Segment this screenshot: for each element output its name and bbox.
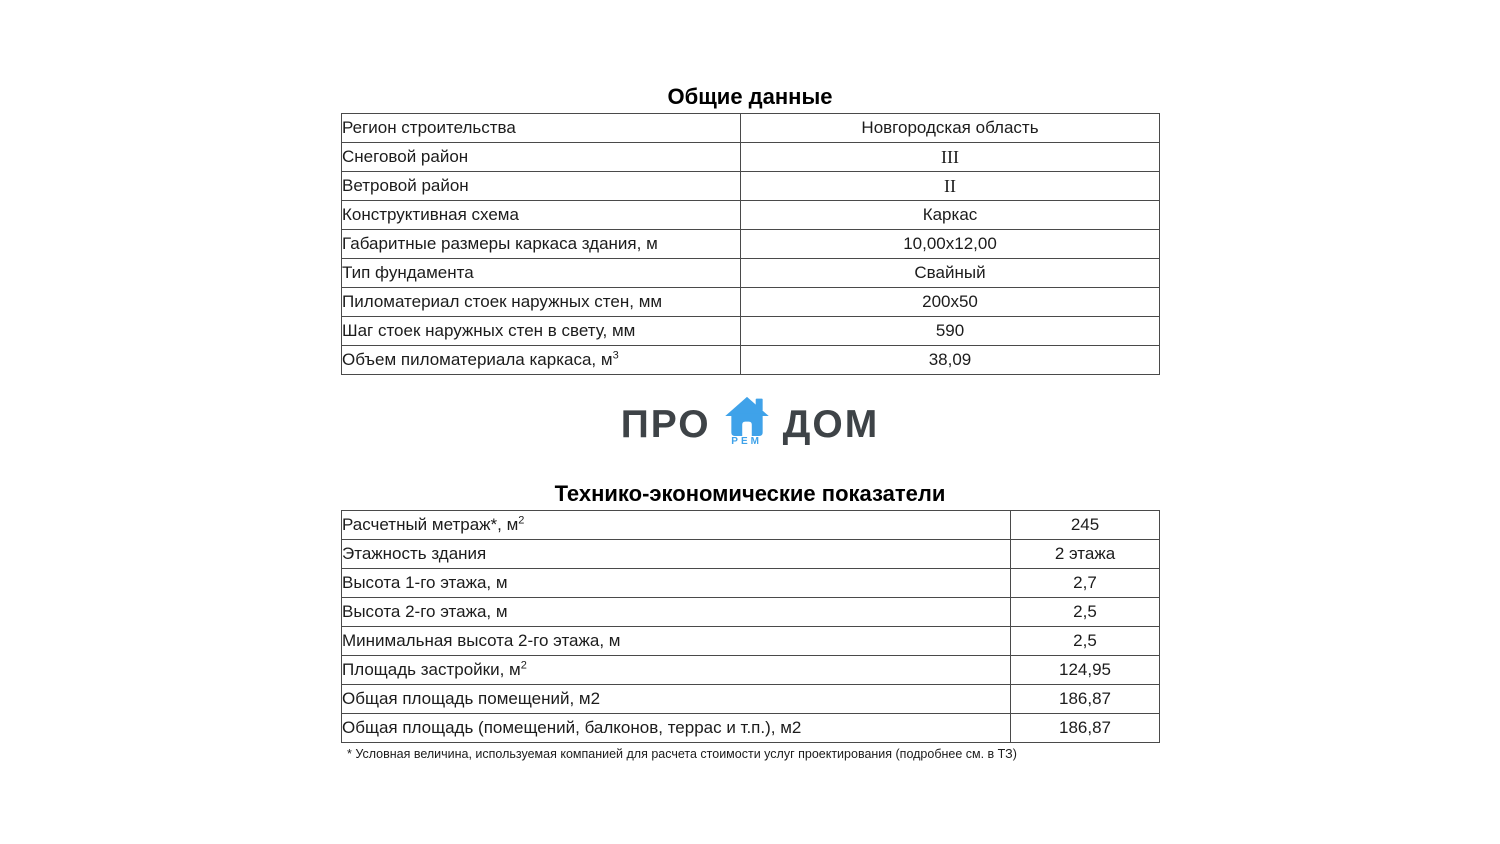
table-row xyxy=(342,627,1160,656)
row-value: Новгородская область xyxy=(741,114,1160,143)
table-row xyxy=(342,569,1160,598)
row-value: II xyxy=(741,172,1160,201)
table-row xyxy=(342,114,1160,143)
row-label: Объем пиломатериала каркаса, $м^3$ xyxy=(342,346,741,375)
table-row xyxy=(342,540,1160,569)
table-row xyxy=(342,201,1160,230)
row-label: Этажность здания xyxy=(342,540,1011,569)
row-label: Высота 2-го этажа, м xyxy=(342,598,1011,627)
row-label: Шаг стоек наружных стен в свету, мм xyxy=(342,317,741,346)
table-row xyxy=(342,685,1160,714)
row-value: 2,5 xyxy=(1011,627,1160,656)
row-label: Общая площадь помещений, м2 xyxy=(342,685,1011,714)
tech-indicators-title: Технико-экономические показатели xyxy=(554,481,946,506)
table-row xyxy=(342,656,1160,685)
row-value: 38,09 xyxy=(741,346,1160,375)
table-row xyxy=(342,714,1160,743)
row-label: Снеговой район xyxy=(342,143,741,172)
table-row xyxy=(342,511,1160,540)
row-value: 124,95 xyxy=(1011,656,1160,685)
row-label: Тип фундамента xyxy=(342,259,741,288)
table-row xyxy=(342,317,1160,346)
tech-indicators-table xyxy=(341,510,1160,743)
logo-word-pro: ПРО xyxy=(620,403,711,446)
row-value: 2,5 xyxy=(1011,598,1160,627)
row-value: 186,87 xyxy=(1011,714,1160,743)
logo-sub-rem: РЕМ xyxy=(731,436,762,447)
table-row xyxy=(342,143,1160,172)
table-row xyxy=(342,230,1160,259)
row-value: Каркас xyxy=(741,201,1160,230)
general-data-title: Общие данные xyxy=(667,84,833,109)
general-data-table xyxy=(341,113,1160,375)
row-value: Свайный xyxy=(741,259,1160,288)
superscript: 3 xyxy=(612,349,619,362)
row-label: Конструктивная схема xyxy=(342,201,741,230)
row-value: 590 xyxy=(741,317,1160,346)
row-label: Габаритные размеры каркаса здания, м xyxy=(342,230,741,259)
row-value: III xyxy=(741,143,1160,172)
table-row xyxy=(342,346,1160,375)
row-value: 2 этажа xyxy=(1011,540,1160,569)
house-icon xyxy=(721,396,773,436)
row-label: Расчетный метраж*, $м^2$ xyxy=(342,511,1011,540)
row-label: Высота 1-го этажа, м xyxy=(342,569,1011,598)
row-label: Регион строительства xyxy=(342,114,741,143)
footnote-text: * Условная величина, используемая компанией для расчета стоимости услуг проектирования (подробнее см. в ТЗ) xyxy=(347,747,1017,761)
row-label: Пиломатериал стоек наружных стен, мм xyxy=(342,288,741,317)
superscript: 2 xyxy=(518,514,525,527)
table-row xyxy=(342,259,1160,288)
row-value: 245 xyxy=(1011,511,1160,540)
row-value: 200х50 xyxy=(741,288,1160,317)
table-row xyxy=(342,288,1160,317)
table-row xyxy=(342,598,1160,627)
row-value: 186,87 xyxy=(1011,685,1160,714)
row-label: Ветровой район xyxy=(342,172,741,201)
row-value: 10,00х12,00 xyxy=(741,230,1160,259)
prodom-logo xyxy=(0,396,1500,447)
logo-house-block xyxy=(720,396,774,447)
row-label: Площадь застройки, $м^2$ xyxy=(342,656,1011,685)
table-row xyxy=(342,172,1160,201)
row-label: Минимальная высота 2-го этажа, м xyxy=(342,627,1011,656)
row-value: 2,7 xyxy=(1011,569,1160,598)
superscript: 2 xyxy=(520,659,527,672)
row-label: Общая площадь (помещений, балконов, террас и т.п.), м2 xyxy=(342,714,1011,743)
logo-word-dom: ДОМ xyxy=(782,403,880,446)
